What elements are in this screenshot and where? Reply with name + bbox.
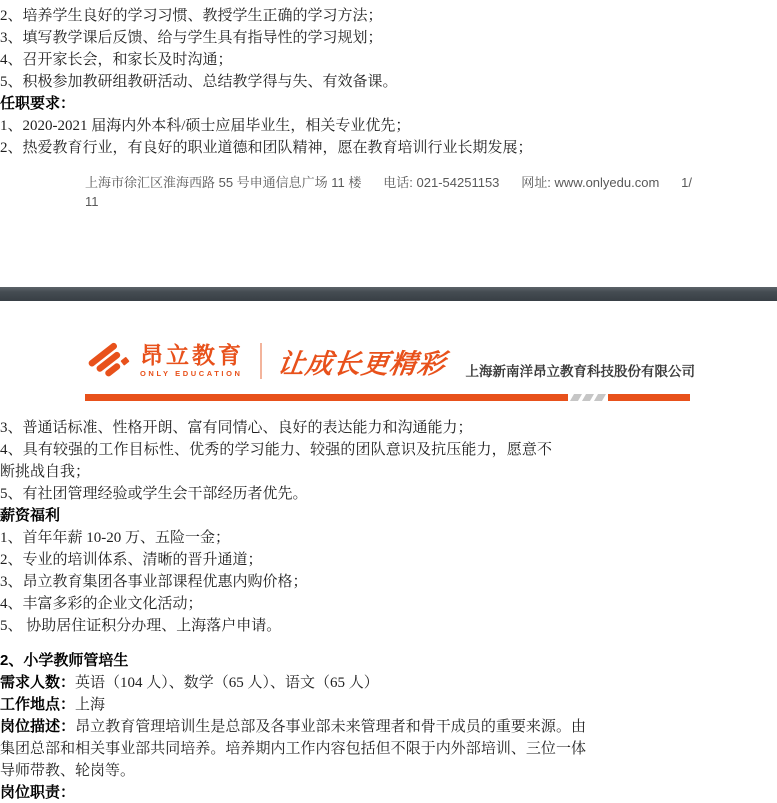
- salary-item: 3、昂立教育集团各事业部课程优惠内购价格；: [0, 574, 308, 590]
- job2-title: 2、小学教师管培生: [0, 652, 129, 669]
- qualification-item: 4、具有较强的工作目标性、优秀的学习能力、较强的团队意识及抗压能力，愿意不断挑战自我；: [0, 442, 552, 480]
- page-separator: [0, 287, 777, 301]
- job2-duties-heading: 岗位职责：: [0, 784, 76, 801]
- description-label: 岗位描述：: [0, 718, 76, 735]
- requirements-heading: 任职要求：: [0, 95, 76, 112]
- salary-heading: 薪资福利: [0, 507, 61, 524]
- headcount-label: 需求人数：: [0, 674, 76, 691]
- document-page-2: [0, 301, 777, 803]
- duty-item: 5、积极参加教研组教研活动、总结教学得与失、有效备课。: [0, 74, 398, 90]
- brand-lockup: [88, 340, 446, 382]
- salary-item: 5、 协助居住证积分办理、上海落户申请。: [0, 618, 282, 634]
- rule-segment: [85, 394, 568, 401]
- footer-website[interactable]: 网址: www.onlyedu.com: [521, 175, 660, 190]
- company-name: 上海新南洋昂立教育科技股份有限公司: [465, 364, 695, 379]
- salary-item: 1、首年年薪 10-20 万、五险一金；: [0, 530, 230, 546]
- requirement-item: 1、2020-2021 届海内外本科/硕士应届毕业生，相关专业优先；: [0, 118, 411, 134]
- location-label: 工作地点：: [0, 696, 76, 713]
- salary-item: 4、丰富多彩的企业文化活动；: [0, 596, 203, 612]
- headcount-value: 英语（104 人）、数学（65 人）、语文（65 人）: [75, 675, 379, 691]
- rule-segment: [608, 394, 690, 401]
- page2-body: [0, 417, 777, 803]
- footer-address: 上海市徐汇区淮海西路 55 号申通信息广场 11 楼: [85, 175, 362, 190]
- duty-item: 4、召开家长会，和家长及时沟通；: [0, 52, 233, 68]
- header-rule: [85, 394, 690, 401]
- job2-headcount: [0, 672, 586, 694]
- letterhead: [88, 340, 695, 382]
- location-value: 上海: [75, 697, 106, 713]
- duty-item: 3、填写教学课后反馈、给与学生具有指导性的学习规划；: [0, 30, 383, 46]
- qualification-item: 5、有社团管理经验或学生会干部经历者优先。: [0, 486, 308, 502]
- salary-item: 2、专业的培训体系、清晰的晋升通道；: [0, 552, 263, 568]
- logo-cn-text: 昂立教育: [140, 342, 244, 369]
- only-education-logo-icon: [88, 340, 130, 382]
- duty-item: 2、培养学生良好的学习习惯、教授学生正确的学习方法；: [0, 8, 383, 24]
- requirement-item: 2、热爱教育行业，有良好的职业道德和团队精神，愿在教育培训行业长期发展；: [0, 140, 533, 156]
- page-number: 1/: [681, 175, 692, 190]
- qualification-item: 3、普通话标准、性格开朗、富有同情心、良好的表达能力和沟通能力；: [0, 420, 473, 436]
- job2-description: [0, 716, 586, 782]
- footer-phone: 电话: 021-54251153: [383, 175, 500, 190]
- job2-location: [0, 694, 586, 716]
- description-value: 昂立教育管理培训生是总部及各事业部未来管理者和骨干成员的重要来源。由集团总部和相关事业部共同培养。培养期内工作内容包括但不限于内外部培训、三位一体导师带教、轮岗等。: [0, 719, 586, 779]
- page-footer: [85, 173, 692, 211]
- rule-slashes: [572, 394, 604, 401]
- brand-slogan: 让成长更精彩: [275, 348, 448, 379]
- document-page-1: [0, 0, 777, 287]
- logo-divider: [260, 343, 262, 379]
- logo-en-text: ONLY EDUCATION: [140, 369, 243, 379]
- page-number-wrapped: 11: [85, 194, 99, 209]
- logo-text: [140, 344, 244, 378]
